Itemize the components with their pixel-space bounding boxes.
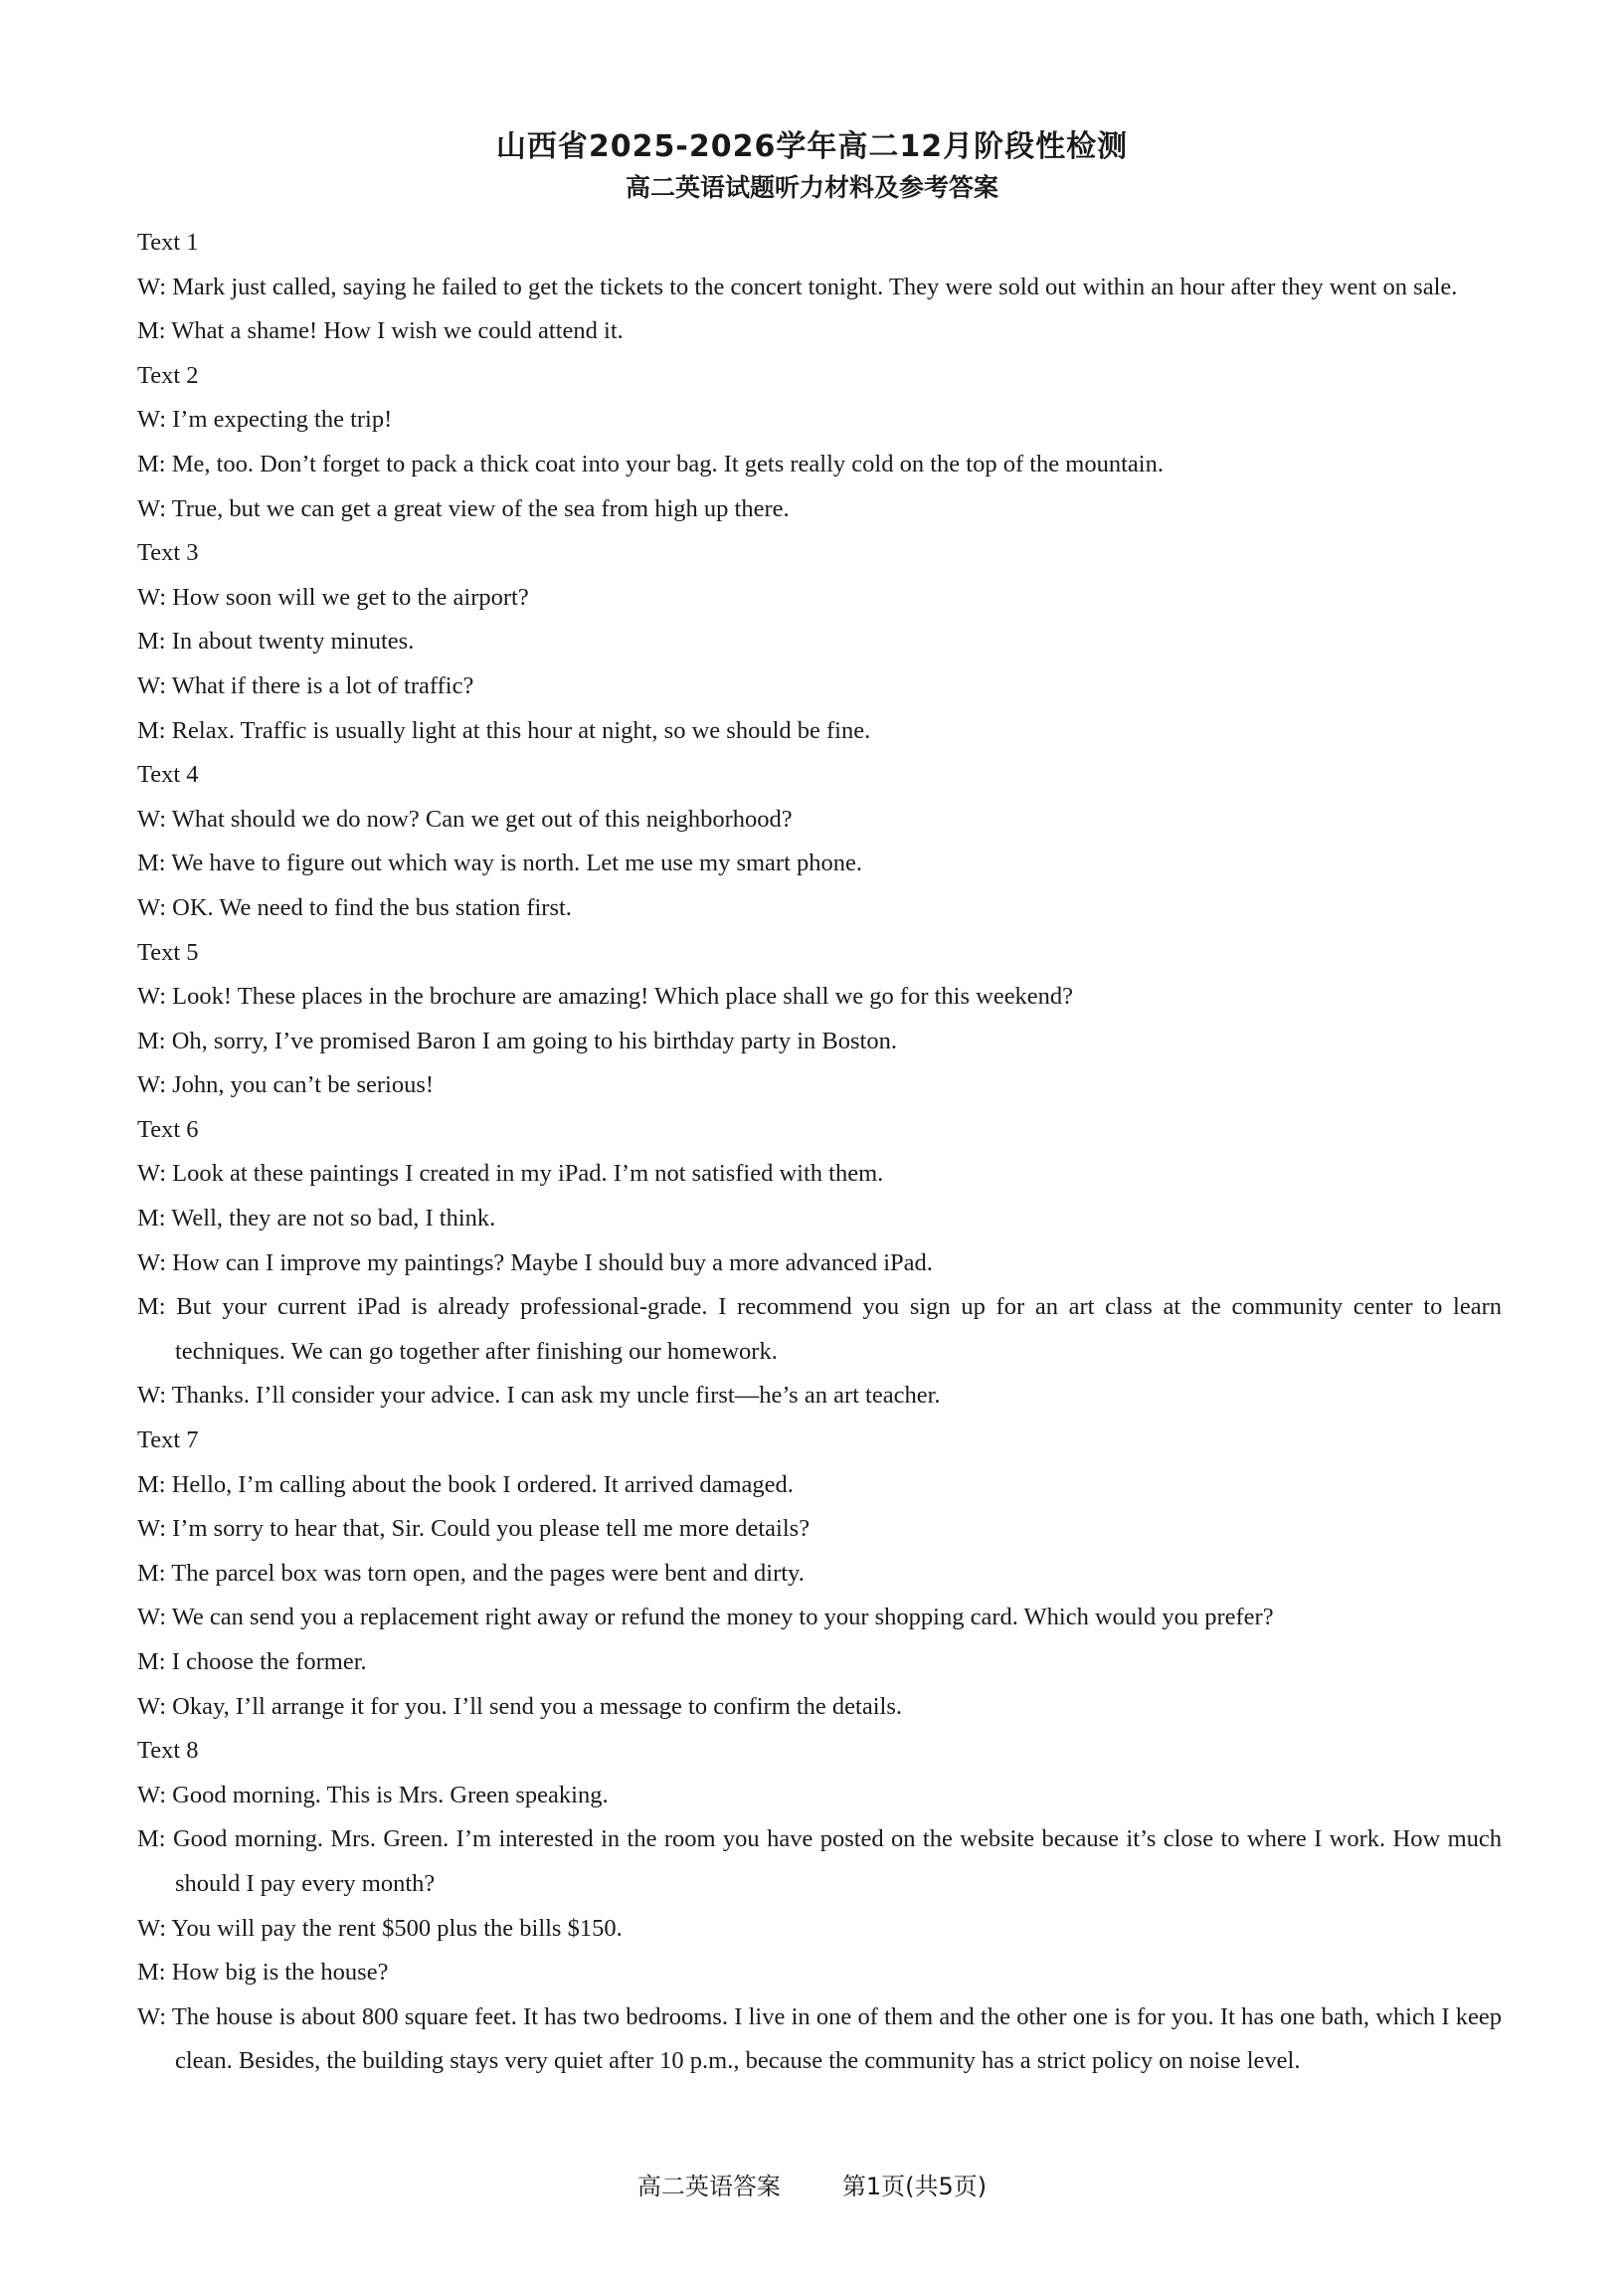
dialogue-line: M: Relax. Traffic is usually light at this hour at night, so we should be fine. (137, 716, 871, 744)
dialogue-line: W: Mark just called, saying he failed to get the tickets to the concert tonight. They were sold out within an hour after they went on sale. (137, 273, 1458, 300)
dialogue-line: M: In about twenty minutes. (137, 628, 415, 656)
section-heading: Text 3 (137, 539, 199, 567)
dialogue-line: M: But your current iPad is already professional-grade. I recommend you sign up for an art class at the community center to learn techniques. We can go together after finishing our homework. (137, 1293, 1502, 1365)
dialogue-line: W: Good morning. This is Mrs. Green speaking. (137, 1781, 609, 1808)
section-heading: Text 7 (137, 1426, 199, 1454)
dialogue-line: M: Hello, I’m calling about the book I ordered. It arrived damaged. (137, 1470, 794, 1498)
dialogue-line: W: Thanks. I’ll consider your advice. I can ask my uncle first—he’s an art teacher. (137, 1382, 941, 1410)
footer-label: 高二英语答案 (636, 2173, 781, 2200)
dialogue-line: M: How big is the house? (137, 1959, 389, 1987)
section-heading: Text 5 (137, 938, 199, 966)
dialogue-line: W: How can I improve my paintings? Maybe I should buy a more advanced iPad. (137, 1248, 933, 1276)
dialogue-line: M: Me, too. Don’t forget to pack a thick coat into your bag. It gets really cold on the top of the mountain. (137, 450, 1164, 477)
dialogue-line: W: What if there is a lot of traffic? (137, 671, 474, 699)
page-subtitle: 高二英语试题听力材料及参考答案 (625, 173, 998, 202)
dialogue-line: W: True, but we can get a great view of the sea from high up there. (137, 494, 790, 522)
page-footer (0, 2167, 1624, 2201)
dialogue-line: W: You will pay the rent $500 plus the bills $150. (137, 1914, 623, 1942)
dialogue-line: M: The parcel box was torn open, and the pages were bent and dirty. (137, 1559, 805, 1587)
dialogue-line: W: We can send you a replacement right away or refund the money to your shopping card. Which would you prefer? (137, 1604, 1274, 1631)
dialogue-line: M: We have to figure out which way is north. Let me use my smart phone. (137, 850, 863, 877)
dialogue-line: W: Look! These places in the brochure are amazing! Which place shall we go for this weekend? (137, 983, 1074, 1011)
dialogue-line: M: Well, they are not so bad, I think. (137, 1205, 496, 1233)
dialogue-line: W: OK. We need to find the bus station first. (137, 893, 572, 921)
page-title: 山西省2025-2026学年高二12月阶段性检测 (495, 129, 1129, 164)
dialogue-line: W: John, you can’t be serious! (137, 1071, 435, 1099)
dialogue-line: W: I’m expecting the trip! (137, 406, 393, 434)
section-heading: Text 6 (137, 1115, 199, 1143)
dialogue-line: W: I’m sorry to hear that, Sir. Could you please tell me more details? (137, 1515, 811, 1543)
dialogue-line: M: Good morning. Mrs. Green. I’m interested in the room you have posted on the website because it’s close to where I work. How much should I pay every month? (137, 1825, 1502, 1897)
dialogue-line: M: What a shame! How I wish we could attend it. (137, 317, 624, 345)
dialogue-line: M: I choose the former. (137, 1648, 367, 1675)
page-number: 第1页(共5页) (841, 2173, 988, 2200)
dialogue-line: W: The house is about 800 square feet. It has two bedrooms. I live in one of them and the other one is for you. It has one bath, which I keep clean. Besides, the building stays very quiet after 10 p.m., because the community has a strict policy on noise level. (137, 2002, 1502, 2075)
dialogue-line: W: What should we do now? Can we get out of this neighborhood? (137, 805, 793, 833)
dialogue-line: W: Look at these paintings I created in my iPad. I’m not satisfied with them. (137, 1160, 884, 1188)
transcript-body (137, 221, 1502, 2084)
dialogue-line: W: How soon will we get to the airport? (137, 583, 529, 611)
section-heading: Text 2 (137, 361, 199, 389)
dialogue-line: M: Oh, sorry, I’ve promised Baron I am going to his birthday party in Boston. (137, 1027, 897, 1054)
document-header (0, 127, 1624, 207)
section-heading: Text 8 (137, 1737, 199, 1765)
section-heading: Text 4 (137, 761, 199, 789)
dialogue-line: W: Okay, I’ll arrange it for you. I’ll send you a message to confirm the details. (137, 1692, 903, 1720)
section-heading: Text 1 (137, 229, 199, 256)
